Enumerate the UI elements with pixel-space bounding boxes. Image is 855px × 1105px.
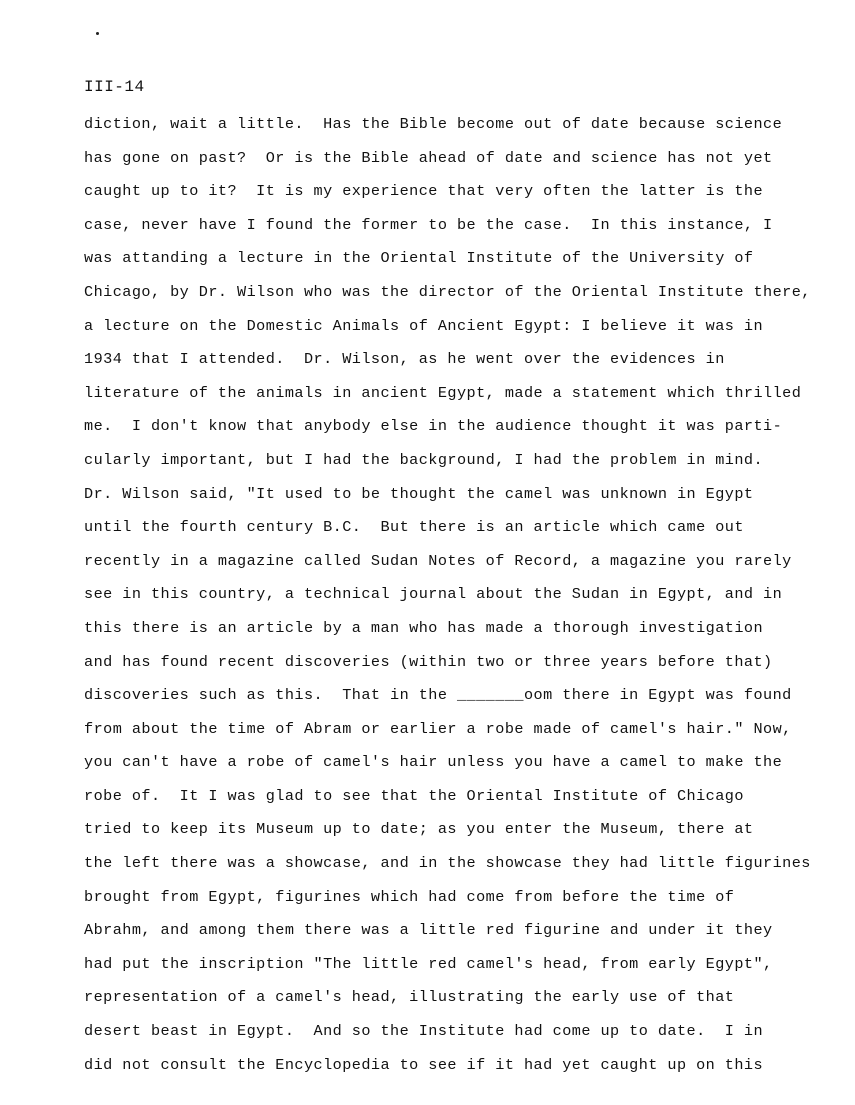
text-line: representation of a camel's head, illustrating the early use of that xyxy=(84,988,735,1007)
text-line: see in this country, a technical journal about the Sudan in Egypt, and in xyxy=(84,585,783,604)
text-line: from about the time of Abram or earlier a robe made of camel's hair." Now, xyxy=(84,719,792,738)
text-line: me. I don't know that anybody else in the audience thought it was parti- xyxy=(84,417,783,436)
text-line: case, never have I found the former to be the case. In this instance, I xyxy=(84,215,773,234)
text-line: desert beast in Egypt. And so the Institute had come up to date. I in xyxy=(84,1022,764,1041)
text-line: tried to keep its Museum up to date; as you enter the Museum, there at xyxy=(84,820,754,839)
text-line: 1934 that I attended. Dr. Wilson, as he went over the evidences in xyxy=(84,350,725,369)
text-line: cularly important, but I had the background, I had the problem in mind. xyxy=(84,450,764,469)
text-line: until the fourth century B.C. But there is an article which came out xyxy=(84,518,744,537)
text-line: caught up to it? It is my experience that very often the latter is the xyxy=(84,182,764,201)
text-line: recently in a magazine called Sudan Notes of Record, a magazine you rarely xyxy=(84,551,792,570)
text-line: has gone on past? Or is the Bible ahead of date and science has not yet xyxy=(84,148,773,167)
text-line: this there is an article by a man who has made a thorough investigation xyxy=(84,618,764,637)
text-line: Chicago, by Dr. Wilson who was the director of the Oriental Institute there, xyxy=(84,282,811,301)
text-line: robe of. It I was glad to see that the Oriental Institute of Chicago xyxy=(84,786,744,805)
text-line: a lecture on the Domestic Animals of Ancient Egypt: I believe it was in xyxy=(84,316,764,335)
text-line: was attanding a lecture in the Oriental Institute of the University of xyxy=(84,249,754,268)
text-line: Abrahm, and among them there was a little red figurine and under it they xyxy=(84,921,773,940)
text-line: brought from Egypt, figurines which had come from before the time of xyxy=(84,887,735,906)
text-line: and has found recent discoveries (within two or three years before that) xyxy=(84,652,773,671)
page-number: III-14 xyxy=(84,78,145,96)
stray-ink-dot xyxy=(96,32,99,35)
text-line: you can't have a robe of camel's hair unless you have a camel to make the xyxy=(84,753,783,772)
text-line: had put the inscription "The little red camel's head, from early Egypt", xyxy=(84,954,773,973)
text-line: the left there was a showcase, and in the showcase they had little figurines xyxy=(84,854,811,873)
text-line: discoveries such as this. That in the _______oom there in Egypt was found xyxy=(84,686,792,705)
text-line: did not consult the Encyclopedia to see if it had yet caught up on this xyxy=(84,1055,764,1074)
body-text xyxy=(84,112,854,1086)
text-line: diction, wait a little. Has the Bible become out of date because science xyxy=(84,115,783,133)
text-line: literature of the animals in ancient Egypt, made a statement which thrilled xyxy=(84,383,802,402)
text-line: Dr. Wilson said, "It used to be thought the camel was unknown in Egypt xyxy=(84,484,754,503)
